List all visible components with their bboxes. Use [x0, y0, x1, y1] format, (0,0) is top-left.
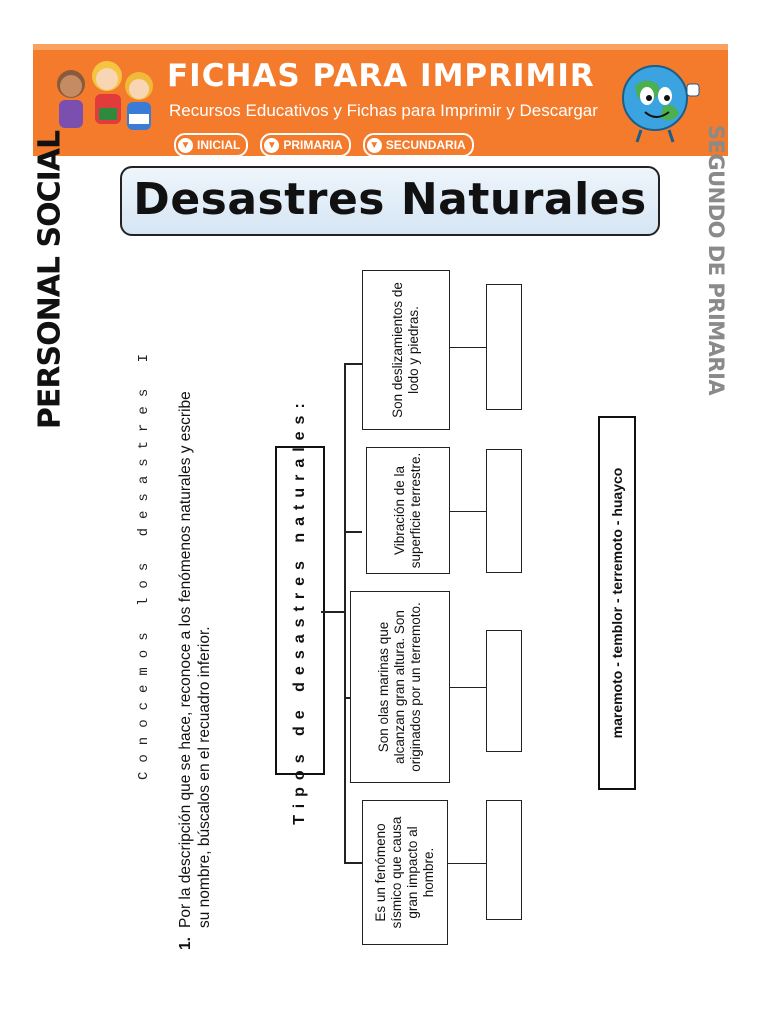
globe-mascot-illustration [613, 56, 713, 148]
header-banner [33, 44, 728, 156]
answer-connector [450, 511, 486, 512]
description-box: Es un fenómeno sísmico que causa gran impacto al hombre. [362, 800, 448, 945]
page-title: Desastres Naturales [133, 174, 647, 225]
nav-primaria-button[interactable] [260, 133, 350, 157]
nav-inicial-button[interactable] [174, 133, 248, 157]
banner-top-stripe [33, 44, 728, 50]
connector-trunk [321, 611, 345, 613]
site-title: FICHAS PARA IMPRIMIR [167, 58, 595, 94]
worksheet [130, 260, 650, 950]
answer-connector [450, 687, 486, 688]
instruction-number: 1. [177, 937, 194, 950]
worksheet-area [130, 260, 650, 950]
grade-label: SEGUNDO DE PRIMARIA [704, 124, 728, 396]
site-subtitle: Recursos Educativos y Fichas para Imprimir y Descargar [169, 101, 598, 120]
level-nav [174, 133, 474, 157]
instruction-text: Por la descripción que se hace, reconoce a los fenómenos naturales y escribe su nombre, búscalos en el recuadro inferior. [177, 391, 213, 928]
answer-box[interactable] [486, 449, 522, 573]
connector-drop [344, 531, 362, 533]
worksheet-subtitle: Conocemos los desastres I [136, 344, 152, 780]
connector-bar [344, 364, 346, 864]
description-box: Son olas marinas que alcanzan gran altura. Son originados por un terremoto. [350, 591, 450, 783]
nav-primaria-label: PRIMARIA [283, 138, 343, 152]
nav-secundaria-label: SECUNDARIA [385, 138, 466, 152]
answer-connector [450, 347, 486, 348]
nav-inicial-label: INICIAL [197, 138, 241, 152]
subject-label: PERSONAL SOCIAL [32, 130, 68, 430]
arrow-down-icon: ▼ [264, 138, 279, 153]
description-box: Vibración de la superficie terrestre. [366, 447, 450, 574]
answer-box[interactable] [486, 284, 522, 410]
connector-drop [344, 862, 362, 864]
answer-box[interactable] [486, 630, 522, 752]
types-heading: Tipos de desastres naturales: [275, 446, 325, 775]
page-title-box [120, 166, 660, 236]
answer-box[interactable] [486, 800, 522, 920]
description-box: Son deslizamientos de lodo y piedras. [362, 270, 450, 430]
nav-secundaria-button[interactable] [363, 133, 474, 157]
arrow-down-icon: ▼ [178, 138, 193, 153]
connector-drop [344, 363, 362, 365]
word-bank: maremoto - temblor - terremoto - huayco [598, 416, 636, 790]
answer-connector [448, 863, 486, 864]
arrow-down-icon: ▼ [367, 138, 382, 153]
